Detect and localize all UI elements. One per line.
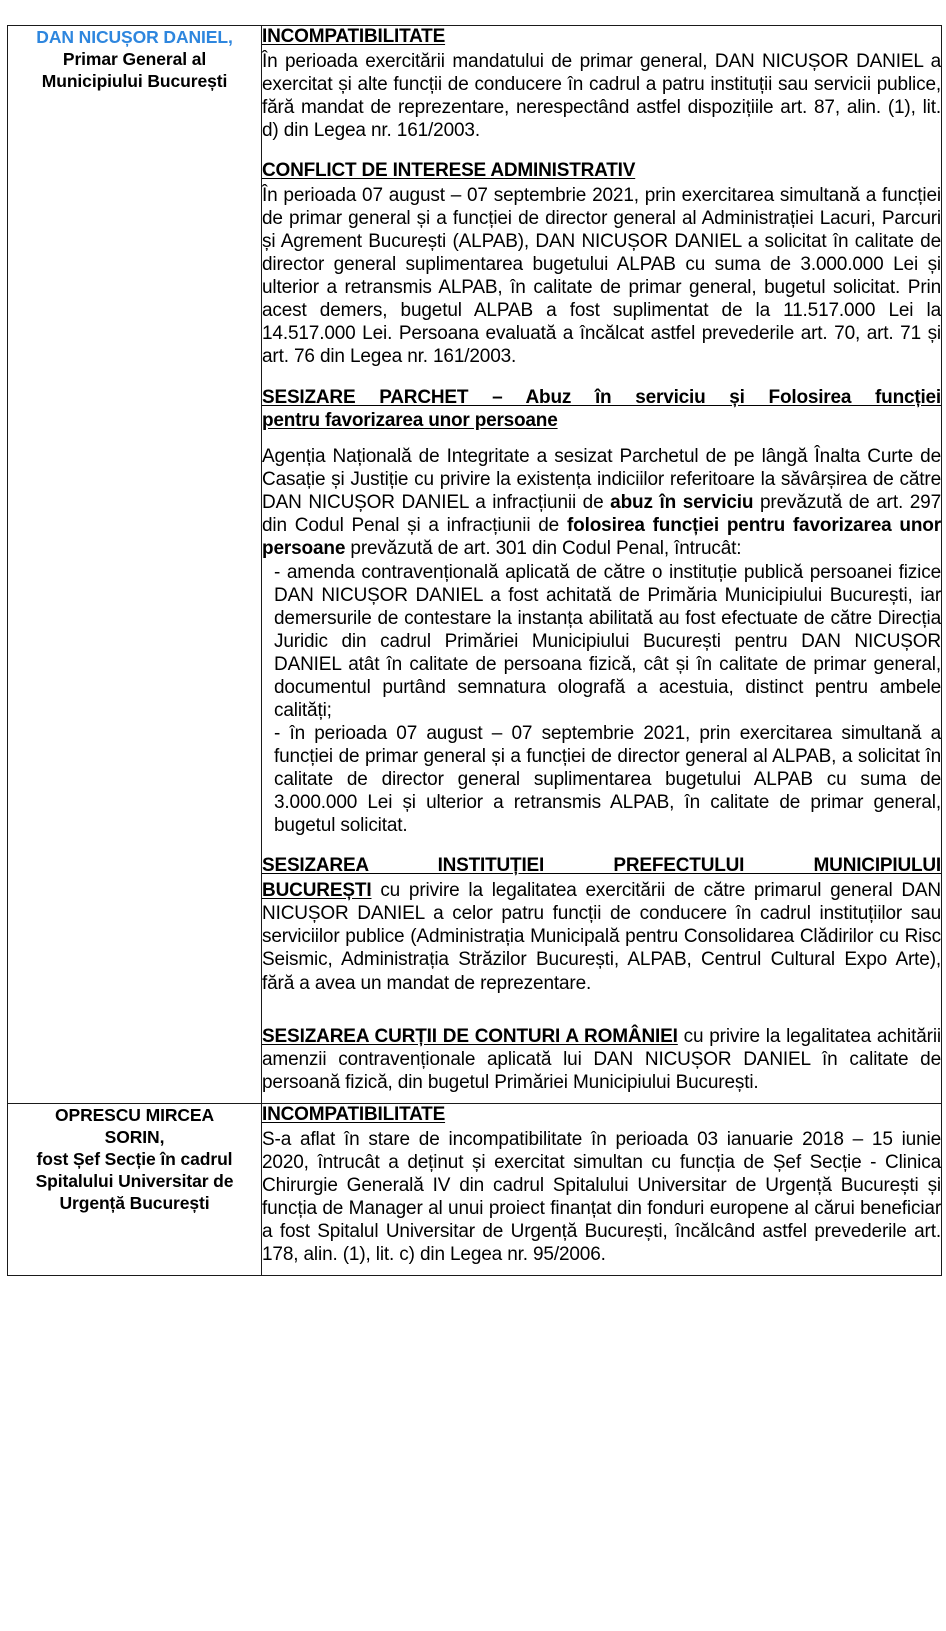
person-name-line-2: SORIN, <box>104 1126 165 1147</box>
section-bullet: - amenda contravențională aplicată de către o instituție publică persoanei fizice DAN NICUȘOR DANIEL a fost achitată de Primăria Municipiului București, iar demersurile de contestare la instanța abilitată au fost efectuate de către Direcția Juridic din cadrul Primăriei Municipiului București pentru DAN NICUȘOR DANIEL atât în calitate de persoana fizică, cât și în calitate de primar general, documentul purtând semnatura olografă a acestuia, distinct pentru ambele calități; <box>274 561 941 721</box>
bold-offence-a: abuz în serviciu <box>610 492 754 514</box>
section-spacer <box>262 369 941 387</box>
section-spacer <box>262 1094 941 1103</box>
section-paragraph: În perioada exercitării mandatului de primar general, DAN NICUȘOR DANIEL a exercitat și alte funcții de conducere în cadrul a patru instituții sau servicii publice, fără mandat de reprezentare, nerespectând astfel dispozițiile art. 87, alin. (1), lit. d) din Legea nr. 161/2003. <box>262 50 941 142</box>
section-title: INCOMPATIBILITATE <box>262 1103 446 1125</box>
person-name-block <box>8 1104 261 1214</box>
person-role-line-3: Urgență București <box>59 1193 210 1214</box>
intro-text-a: Agenția Națională de Integritate a sesizat Parchetul de pe lângă Înalta Curte de Casație și Justiție cu privire la existența indiciilor referitoare la săvârșirea de către DAN NICUȘOR DANIEL a infracțiunii de <box>262 446 941 514</box>
section-incompatibilitate <box>262 1104 941 1266</box>
intro-text-c: prevăzută de art. 301 din Codul Penal, întrucât: <box>345 538 742 560</box>
section-title-line-1: SESIZAREA INSTITUȚIEI PREFECTULUI MUNICIPIULUI <box>262 855 941 877</box>
section-sesizarea-curtii-de-conturi <box>262 1025 941 1094</box>
person-role-line-1: fost Șef Secție în cadrul <box>36 1148 233 1169</box>
person-findings-cell <box>262 1103 942 1275</box>
section-incompatibilitate <box>262 26 941 142</box>
section-title-inline: SESIZAREA CURȚII DE CONTURI A ROMÂNIEI <box>262 1025 678 1047</box>
person-role-line-1: Primar General al <box>62 49 207 70</box>
person-full-name: DAN NICUȘOR DANIEL, <box>36 27 233 47</box>
section-title-line-2: BUCUREȘTI <box>262 880 372 902</box>
section-sesizare-parchet <box>262 387 941 838</box>
section-paragraph-rest: cu privire la legalitatea exercitării de către primarul general DAN NICUȘOR DANIEL a celor patru funcții de conducere în cadrul instituțiilor sau serviciilor publice (Administrația Municipală pentru Consolidarea Clădirilor cu Risc Seismic, Administrația Străzilor București, ALPAB, Centrul Cultural Expo Arte), fără a avea un mandat de reprezentare. <box>262 880 941 994</box>
section-title-line-2: pentru favorizarea unor persoane <box>262 410 558 432</box>
section-spacer <box>262 837 941 855</box>
section-spacer <box>262 995 941 1025</box>
person-name-line-1: OPRESCU MIRCEA <box>54 1104 215 1125</box>
section-paragraph-intro <box>262 445 941 560</box>
table-row <box>8 26 942 1104</box>
section-spacer <box>262 1266 941 1275</box>
section-title-line-1: SESIZARE PARCHET – Abuz în serviciu și Folosirea funcției <box>262 386 941 408</box>
section-paragraph <box>262 879 941 994</box>
person-findings-cell <box>262 26 942 1104</box>
section-paragraph: În perioada 07 august – 07 septembrie 2021, prin exercitarea simultană a funcției de primar general și a funcției de director general al Administrației Lacuri, Parcuri și Agrement București (ALPAB), DAN NICUȘOR DANIEL a solicitat în calitate de director general suplimentarea bugetului ALPAB cu suma de 3.000.000 Lei și ulterior a retransmis ALPAB, în calitate de primar general, bugetul solicitat. Prin acest demers, bugetul ALPAB a fost suplimentat de la 11.517.000 Lei la 14.517.000 Lei. Persoana evaluată a încălcat astfel prevederile art. 70, art. 71 și art. 76 din Legea nr. 161/2003. <box>262 184 941 368</box>
person-role-line-2: Spitalului Universitar de <box>35 1171 234 1192</box>
section-spacer <box>262 142 941 160</box>
intro-text-b: prevăzută de art. 297 din Codul Penal și a infracțiunii de <box>262 492 941 537</box>
person-name-block <box>8 26 261 92</box>
findings-table <box>7 25 942 1276</box>
section-title: CONFLICT DE INTERESE ADMINISTRATIV <box>262 160 636 182</box>
section-paragraph <box>262 1025 941 1094</box>
section-sesizarea-prefectului <box>262 855 941 994</box>
person-name-cell <box>8 1103 262 1275</box>
section-bullet: - în perioada 07 august – 07 septembrie 2021, prin exercitarea simultană a funcției de primar general și a funcției de director general al ALPAB, a solicitat în calitate de director general suplimentarea bugetului ALPAB cu suma de 3.000.000 Lei și ulterior a retransmis ALPAB, în calitate de primar general, bugetul solicitat. <box>274 723 941 837</box>
person-role-line-2: Municipiului București <box>41 71 228 92</box>
bold-offence-b: folosirea funcției pentru favorizarea unor persoane <box>262 515 941 560</box>
section-paragraph: S-a aflat în stare de incompatibilitate în perioada 03 ianuarie 2018 – 15 iunie 2020, întrucât a deținut și exercitat simultan cu funcția de Șef Secție - Clinica Chirurgie Generală IV din cadrul Spitalului Universitar de Urgență București și funcția de Manager al unui proiect finanțat din fonduri europene al cărui beneficiar a fost Spitalul Universitar de Urgență București, încălcând astfel prevederile art. 178, alin. (1), lit. c) din Legea nr. 95/2006. <box>262 1128 941 1266</box>
section-title: INCOMPATIBILITATE <box>262 26 446 47</box>
person-name-cell <box>8 26 262 1104</box>
section-conflict-de-interese <box>262 160 941 368</box>
section-paragraph-rest: cu privire la legalitatea achitării amenzii contravenționale aplicată lui DAN NICUȘOR DANIEL în calitate de persoană fizică, din bugetul Primăriei Municipiului București. <box>262 1025 941 1093</box>
table-row <box>8 1103 942 1275</box>
